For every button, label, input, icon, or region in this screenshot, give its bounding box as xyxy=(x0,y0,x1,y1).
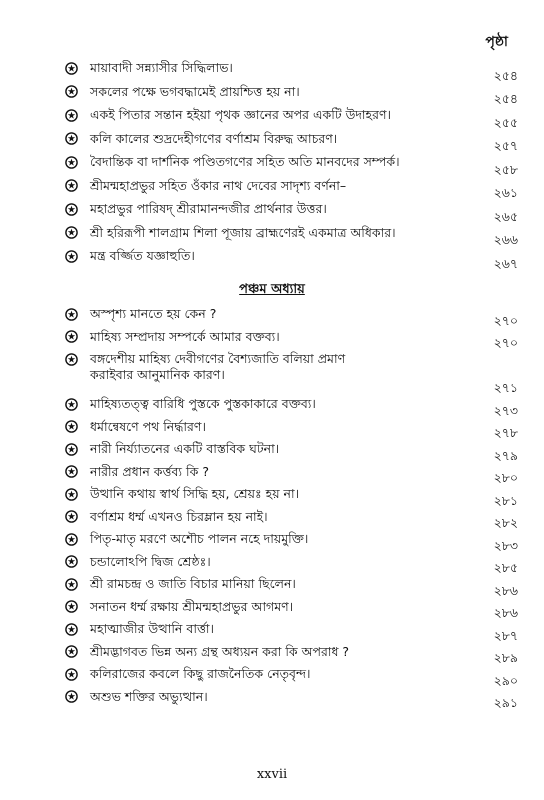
toc-page-number: ২৬১ xyxy=(493,185,518,200)
toc-entry-title-line: বর্ণাশ্রম ধর্ম্ম এখনও চিরম্লান হয় নাই। xyxy=(90,508,268,524)
toc-entry-title xyxy=(78,689,518,705)
toc-entry-title xyxy=(78,531,518,547)
toc-page-number: ২৫৫ xyxy=(493,114,518,130)
toc-entry-title xyxy=(78,396,518,412)
star-bullet-icon xyxy=(64,202,78,216)
toc-entry-title xyxy=(78,441,518,457)
toc-page-number: ২৭৯ xyxy=(493,447,518,463)
toc-entry-title xyxy=(78,225,518,241)
star-bullet-icon xyxy=(64,420,78,434)
toc-entry-title-line: একই পিতার সন্তান হইয়া পৃথক জ্ঞানের অপর একটি উদাহরণ। xyxy=(90,107,392,122)
star-bullet-icon xyxy=(64,352,78,366)
toc-entry xyxy=(64,509,518,532)
toc-entry-title xyxy=(78,621,518,637)
toc-entry-title-line: মাহিষ্যতত্ত্ব বারিধি পুস্তকে পুস্তকাকারে বক্তব্য। xyxy=(90,396,316,411)
toc-entry xyxy=(64,107,518,131)
toc-entry-title-line: কলিরাজের কবলে কিছু রাজনৈতিক নেতৃবৃন্দ। xyxy=(90,666,311,681)
toc-entry-title-line: চন্ডালোঽপি দ্বিজ শ্রেষ্ঠঃ। xyxy=(90,553,211,569)
toc-page-number: ২৫৭ xyxy=(493,138,518,153)
star-bullet-icon xyxy=(64,330,78,344)
toc-entry xyxy=(64,306,518,329)
toc-entry xyxy=(64,531,518,554)
toc-entry-title-line: মহাপ্রভুর পারিষদ্ শ্রীরামানন্দজীর প্রার্থনার উত্তর। xyxy=(90,201,327,216)
toc-entry xyxy=(64,486,518,509)
chapter-heading xyxy=(0,280,544,301)
star-bullet-icon xyxy=(64,226,78,240)
toc-entry xyxy=(64,131,518,155)
toc-page-number: ২৭৩ xyxy=(493,402,518,418)
toc-entry-title xyxy=(78,248,518,264)
toc-entry xyxy=(64,178,518,202)
star-bullet-icon xyxy=(64,465,78,479)
toc-entry-title-line: শ্রীমন্মহাপ্রভুর সহিত ওঁকার নাথ দেবের সাদৃশ্য বর্ণনা– xyxy=(90,177,347,193)
toc-entry xyxy=(64,351,518,396)
toc-page-number: ২৭০ xyxy=(493,335,518,350)
toc-page-number: ২৯১ xyxy=(493,695,518,710)
toc-page-number: ২৫৪ xyxy=(493,67,518,83)
star-bullet-icon xyxy=(64,667,78,681)
toc-entry-title xyxy=(78,154,518,170)
toc-entry-title xyxy=(78,107,518,123)
star-bullet-icon xyxy=(64,179,78,193)
star-bullet-icon xyxy=(64,397,78,411)
star-bullet-icon xyxy=(64,249,78,263)
toc-entry-title-line: বৈদান্তিক বা দার্শনিক পণ্ডিতগণের সহিত অতি মানবদের সম্পর্ক। xyxy=(90,154,400,169)
toc-entry-title xyxy=(78,644,518,660)
toc-entry-title-line: নারীর প্রধান কর্ত্তব্য কি ? xyxy=(90,463,209,479)
toc-entry xyxy=(64,396,518,419)
toc-list-section-2 xyxy=(64,306,518,711)
star-bullet-icon xyxy=(64,555,78,569)
toc-entry-title-line: সকলের পক্ষে ভগবদ্ধামেই প্রায়শ্চিত্ত হয় না। xyxy=(90,83,300,99)
toc-page-number: ২৮১ xyxy=(493,492,518,508)
toc-entry-title xyxy=(78,178,518,194)
toc-entry-title xyxy=(78,666,518,682)
toc-entry-title xyxy=(78,486,518,502)
toc-entry-title xyxy=(78,464,518,480)
toc-list-section-1 xyxy=(64,60,518,272)
toc-page-number: ২৮০ xyxy=(493,470,518,485)
toc-page-number: ২৭১ xyxy=(493,380,518,395)
toc-entry xyxy=(64,60,518,84)
toc-entry-title-line: ধর্মান্বেষণে পথ নির্দ্ধারণ। xyxy=(90,418,206,434)
star-bullet-icon xyxy=(64,532,78,546)
toc-page-number: ২৬৭ xyxy=(493,255,518,271)
toc-entry-title xyxy=(78,419,518,435)
toc-entry-title xyxy=(78,131,518,147)
toc-entry-title xyxy=(78,201,518,217)
page-column-heading: পৃষ্ঠা xyxy=(485,34,508,50)
chapter-title-text: পঞ্চম অধ্যায় xyxy=(239,282,305,297)
toc-entry-title-line: মায়াবাদী সন্ন্যাসীর সিদ্ধিলাভ। xyxy=(90,60,233,75)
toc-entry xyxy=(64,599,518,622)
toc-page-number: ২৫৪ xyxy=(493,91,518,106)
toc-entry-title-line: সনাতন ধর্ম্ম রক্ষায় শ্রীমন্মহাপ্রভুর আগমণ। xyxy=(90,598,294,614)
toc-entry-title-line: শ্রী রামচন্দ্র ও জাতি বিচার মানিয়া ছিলেন। xyxy=(90,576,296,591)
toc-entry-title-line: শ্রীমদ্ভাগবত ভিন্ন অন্য গ্রন্থ অধ্যয়ন করা কি অপরাধ ? xyxy=(90,643,350,659)
toc-page-number: ২৮৫ xyxy=(493,560,518,575)
toc-entry xyxy=(64,689,518,712)
toc-page-number: ২৯০ xyxy=(493,672,518,688)
toc-entry-title xyxy=(78,576,518,592)
star-bullet-icon xyxy=(64,577,78,591)
star-bullet-icon xyxy=(64,108,78,122)
toc-entry-title-line: শ্রী হরিরূপী শালগ্রাম শিলা পূজায় ব্রাহ্মণেরই একমাত্র অধিকার। xyxy=(90,224,396,240)
toc-entry-title xyxy=(78,554,518,570)
star-bullet-icon xyxy=(64,442,78,456)
toc-entry-title-line: উত্থানি কথায় স্বার্থ সিদ্ধি হয়, শ্রেয়ঃ হয় না। xyxy=(90,486,300,501)
star-bullet-icon xyxy=(64,61,78,75)
toc-entry-title-line: অস্পৃশ্য মানতে হয় কেন ? xyxy=(90,306,217,321)
star-bullet-icon xyxy=(64,487,78,501)
toc-entry-title-line: বঙ্গদেশীয় মাহিষ্য দেবীগণের বৈশ্যজাতি বলিয়া প্রমাণ xyxy=(90,351,346,366)
toc-entry xyxy=(64,576,518,599)
toc-entry-title xyxy=(78,509,518,525)
toc-entry xyxy=(64,248,518,272)
toc-page-number: ২৬৫ xyxy=(493,208,518,224)
toc-entry xyxy=(64,154,518,178)
toc-entry-title xyxy=(78,329,518,345)
toc-entry xyxy=(64,644,518,667)
toc-entry-title-line: নারী নির্য্যাতনের একটি বাস্তবিক ঘটনা। xyxy=(90,441,280,456)
toc-page-number: ২৮৬ xyxy=(493,582,518,598)
toc-entry xyxy=(64,554,518,577)
toc-page-number: ২৮৬ xyxy=(493,605,518,620)
star-bullet-icon xyxy=(64,307,78,321)
toc-entry xyxy=(64,621,518,644)
star-bullet-icon xyxy=(64,622,78,636)
toc-entry-title xyxy=(78,351,518,383)
toc-page-number: ২৮৭ xyxy=(493,627,518,643)
toc-entry-title-line: করাইবার আনুমানিক কারণ। xyxy=(90,367,225,382)
toc-entry-title-line: অশুভ শক্তির অভ্যুত্থান। xyxy=(90,688,208,704)
toc-entry-title-line: পিতৃ-মাতৃ মরণে অশৌচ পালন নহে দায়মুক্তি। xyxy=(90,531,309,546)
page-folio: xxvii xyxy=(256,767,288,782)
toc-entry-title-line: কলি কালের শুদ্রদেহীগণের বর্ণাশ্রম বিরুদ্ধ আচরণ। xyxy=(90,130,338,146)
star-bullet-icon xyxy=(64,510,78,524)
toc-entry-title xyxy=(78,599,518,615)
toc-entry-title-line: মন্ত্র বর্জ্জিত যজ্ঞাহুতি। xyxy=(90,248,195,263)
toc-entry xyxy=(64,201,518,225)
toc-entry-title-line: মাহিষ্য সম্প্রদায় সম্পর্কে আমার বক্তব্য। xyxy=(90,328,280,344)
toc-entry-title xyxy=(78,306,518,322)
toc-entry xyxy=(64,666,518,689)
star-bullet-icon xyxy=(64,132,78,146)
toc-entry xyxy=(64,464,518,487)
toc-entry-title-line: মহাত্মাজীর উত্থানি বার্ত্তা। xyxy=(90,621,214,636)
toc-page-number: ২৮৯ xyxy=(493,650,518,665)
toc-page-number: ২৬৬ xyxy=(493,232,518,247)
toc-entry-title xyxy=(78,60,518,76)
toc-entry xyxy=(64,419,518,442)
toc-page-number: ২৭৮ xyxy=(493,425,518,440)
toc-entry xyxy=(64,225,518,249)
star-bullet-icon xyxy=(64,645,78,659)
toc-page-number: ২৭০ xyxy=(493,312,518,328)
toc-entry-title xyxy=(78,84,518,100)
star-bullet-icon xyxy=(64,85,78,99)
toc-page-number: ২৫৮ xyxy=(493,161,518,177)
toc-page-number: ২৮৩ xyxy=(493,537,518,553)
toc-entry xyxy=(64,329,518,352)
star-bullet-icon xyxy=(64,155,78,169)
toc-page-number: ২৮২ xyxy=(493,515,518,530)
star-bullet-icon xyxy=(64,690,78,704)
star-bullet-icon xyxy=(64,600,78,614)
toc-entry xyxy=(64,441,518,464)
toc-entry xyxy=(64,84,518,108)
